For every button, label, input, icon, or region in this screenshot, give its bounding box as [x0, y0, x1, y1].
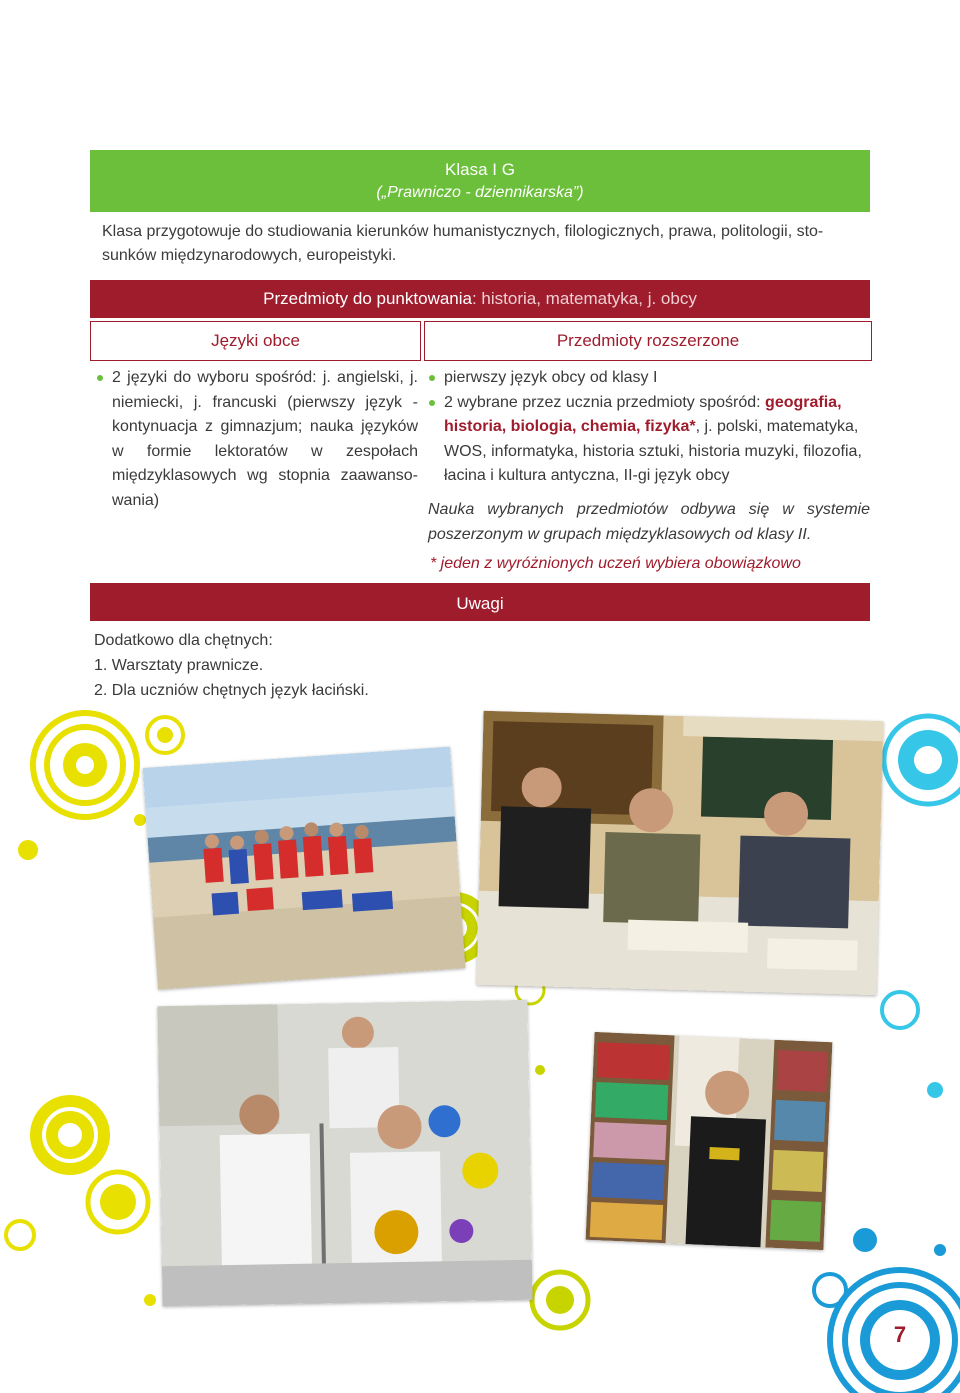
remarks-content [94, 628, 369, 703]
chemistry-lab-image [157, 1000, 532, 1306]
list-item [428, 366, 870, 391]
chemistry-lab-photo [157, 1000, 532, 1306]
remarks-item-1: 1. Warsztaty prawnicze. [94, 657, 264, 674]
students-studying-photo [476, 711, 883, 995]
scoring-subjects-bar [90, 280, 870, 318]
remarks-item-2: 2. Dla uczniów chętnych język łaciński. [94, 682, 369, 699]
blue-circles-bottom-right-icon [814, 1228, 960, 1393]
scoring-label: Przedmioty do punktowania [263, 289, 472, 308]
bullet-icon [97, 375, 103, 381]
extended-item-1: pierwszy język obcy od klasy I [444, 369, 658, 386]
library-photo [586, 1032, 833, 1250]
bullet-icon [429, 375, 435, 381]
list-item [92, 366, 418, 513]
cyan-circles-right-icon [882, 716, 960, 1098]
extended-item-2-highlight: geografia, historia, biologia, chemia, fizyka* [444, 393, 842, 435]
description-line-1: Klasa przygotowuje do studiowania kierunków humanistycznych, filologicznych, prawa, politologii, sto- [102, 223, 824, 240]
library-image [586, 1032, 833, 1250]
languages-text: 2 języki do wyboru spośród: j. angielski, j. niemiecki, j. francuski (pierwszy język - kontynuacja z gimnazjum; nauka języków w formie lektoratów w zespołach międzyklasowych wg stopnia zaawansowania) [112, 369, 418, 509]
languages-list [92, 366, 418, 513]
beach-photo [143, 747, 466, 990]
list-item [428, 391, 870, 489]
class-subtitle: („Prawniczo - dziennikarska”) [376, 184, 584, 201]
extended-subjects-list [428, 366, 870, 489]
class-description [102, 220, 872, 268]
extended-item-2-prefix: 2 wybrane przez ucznia przedmioty spośród: [444, 393, 766, 411]
description-line-2: sunków międzynarodowych, europeistyki. [102, 247, 397, 264]
page-number: 7 [893, 1322, 907, 1347]
extended-item-2-suffix: , j. polski, matematyka, WOS, informatyka, historia sztuki, historia muzyki, filozofia, łacina i kultura antyczna, II-gi język obcy [444, 418, 862, 484]
remarks-intro: Dodatkowo dla chętnych: [94, 632, 273, 649]
remarks-heading: Uwagi [90, 583, 870, 621]
class-title: Klasa I G [445, 160, 515, 179]
yellow-circles-bottom-left-icon [6, 1095, 156, 1306]
beach-photo-image [143, 747, 466, 990]
languages-heading: Języki obce [90, 321, 421, 361]
scoring-value: : historia, matematyka, j. obcy [471, 289, 697, 308]
extended-subjects-heading: Przedmioty rozszerzone [424, 321, 872, 361]
extended-note: Nauka wybranych przedmiotów odbywa się w systemie poszerzonym w grupach międzyklasowych od klasy II. [428, 501, 870, 543]
bullet-icon [429, 400, 435, 406]
class-header [90, 150, 870, 212]
students-studying-image [476, 711, 883, 995]
extended-footnote: * jeden z wyróżnionych uczeń wybiera obowiązkowo [430, 555, 801, 572]
